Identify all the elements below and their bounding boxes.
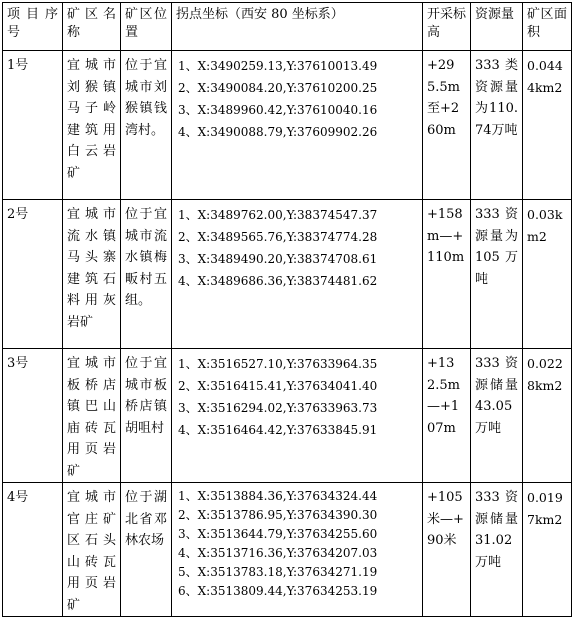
header-coordinates: 拐点坐标（西安 80 坐标系） [172,3,423,51]
cell-coordinates [172,200,423,349]
cell-elevation: +295.5m至+260m [423,51,471,200]
header-area: 矿区面积 [523,3,572,51]
cell-location: 位于湖北省邓林农场 [121,483,172,617]
coordinate-line: 2、X:3490084.20,Y:37610200.25 [178,81,378,95]
cell-mine-name: 宜城市板桥店镇巴山庙砖瓦用页岩矿 [63,349,121,483]
coordinate-line: 1、X:3490259.13,Y:37610013.49 [178,59,378,73]
coordinate-line: 3、X:3489490.20,Y:38374708.61 [178,252,378,266]
cell-elevation: +105米—+90米 [423,483,471,617]
cell-location: 位于宜城市流水镇梅畈村五组。 [121,200,172,349]
mining-rights-table-container [2,2,571,613]
table-row [3,51,572,200]
header-mine-name: 矿区名称 [63,3,121,51]
coordinate-line: 3、X:3513644.79,Y:37634255.60 [178,527,378,541]
cell-resources: 333资源储量43.05万吨 [471,349,523,483]
cell-area: 0.0444km2 [523,51,572,200]
table-row [3,483,572,617]
header-elevation: 开采标高 [423,3,471,51]
cell-mine-name: 宜城市官庄矿区石头山砖瓦用页岩矿 [63,483,121,617]
cell-elevation: +132.5m—+107m [423,349,471,483]
coordinate-line: 4、X:3490088.79,Y:37609902.26 [178,125,378,139]
cell-coordinates [172,483,423,617]
header-location: 矿区位置 [121,3,172,51]
cell-area: 0.0197km2 [523,483,572,617]
cell-project-no: 4号 [3,483,63,617]
cell-area: 0.0228km2 [523,349,572,483]
coordinate-line: 1、X:3513884.36,Y:37634324.44 [178,489,378,503]
cell-mine-name: 宜城市刘猴镇马子岭建筑用白云岩矿 [63,51,121,200]
coordinate-line: 2、X:3489565.76,Y:38374774.28 [178,230,378,244]
cell-location: 位于宜城市板桥店镇胡咀村 [121,349,172,483]
cell-project-no: 2号 [3,200,63,349]
cell-elevation: +158m—+110m [423,200,471,349]
cell-resources: 333资源储量31.02万吨 [471,483,523,617]
header-row [3,3,572,51]
cell-resources: 333类资源量为110.74万吨 [471,51,523,200]
table-row [3,200,572,349]
cell-area: 0.03km2 [523,200,572,349]
cell-project-no: 3号 [3,349,63,483]
table-row [3,349,572,483]
coordinate-line: 3、X:3489960.42,Y:37610040.16 [178,103,378,117]
header-resources: 资源量 [471,3,523,51]
cell-coordinates [172,51,423,200]
coordinate-line: 6、X:3513809.44,Y:37634253.19 [178,584,378,598]
coordinate-line: 2、X:3516415.41,Y:37634041.40 [178,379,378,393]
cell-location: 位于宜城市刘猴镇钱湾村。 [121,51,172,200]
coordinate-line: 1、X:3489762.00,Y:38374547.37 [178,208,378,222]
coordinate-line: 4、X:3516464.42,Y:37633845.91 [178,423,378,437]
coordinate-line: 3、X:3516294.02,Y:37633963.73 [178,401,378,415]
coordinate-line: 1、X:3516527.10,Y:37633964.35 [178,357,378,371]
coordinate-line: 4、X:3489686.36,Y:38374481.62 [178,274,378,288]
cell-project-no: 1号 [3,51,63,200]
cell-coordinates [172,349,423,483]
cell-resources: 333资源量为105万吨 [471,200,523,349]
coordinate-line: 4、X:3513716.36,Y:37634207.03 [178,546,378,560]
coordinate-line: 5、X:3513783.18,Y:37634271.19 [178,565,378,579]
header-project-no: 项目序号 [3,3,63,51]
mining-rights-table [2,2,572,617]
cell-mine-name: 宜城市流水镇马头寨建筑石料用灰岩矿 [63,200,121,349]
coordinate-line: 2、X:3513786.95,Y:37634390.30 [178,508,378,522]
